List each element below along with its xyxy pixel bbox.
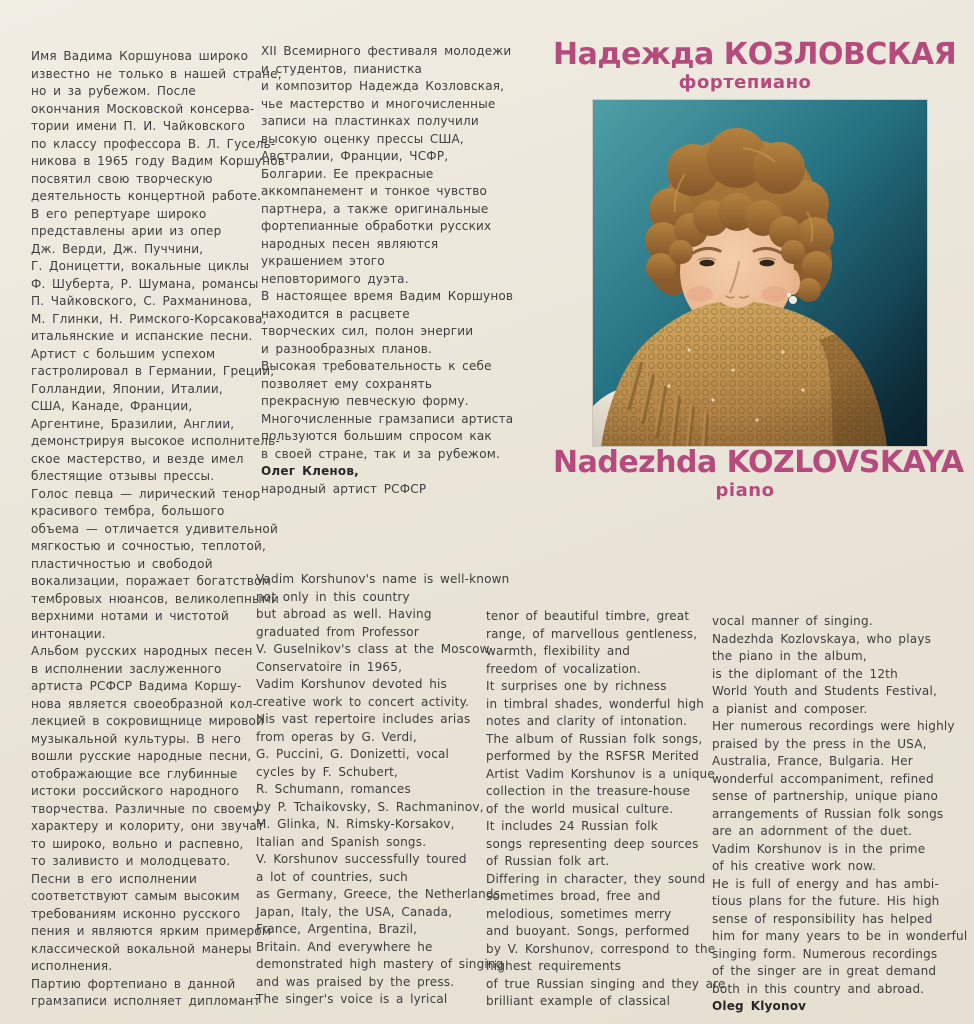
text-line: творчества. Различные по своему: [31, 801, 260, 816]
text-line: США, Канаде, Франции,: [31, 399, 193, 413]
text-line: верхними нотами и чистотой: [31, 609, 229, 623]
text-line: him for many years to be in wonderful: [712, 929, 968, 943]
text-line: Vadim Korshunov's name is well-known: [256, 572, 510, 586]
text-line: тории имени П. И. Чайковского: [31, 119, 245, 133]
text-line: демонстрируя высокое исполнитель-: [31, 434, 280, 448]
text-line: итальянские и испанские песни.: [31, 329, 253, 343]
text-line: of true Russian singing and they are: [486, 976, 726, 991]
text-line: as Germany, Greece, the Netherlands,: [256, 887, 505, 901]
text-line: Italian and Spanish songs.: [256, 834, 427, 849]
text-line: Партию фортепиано в данной: [31, 976, 236, 991]
text-line: but abroad as well. Having: [256, 607, 432, 621]
text-line: артиста РСФСР Вадима Коршу-: [31, 679, 242, 693]
text-line: никова в 1965 году Вадим Коршунов: [31, 154, 286, 168]
text-line: Олег Кленов,: [261, 464, 359, 478]
text-line: Ф. Шуберта, Р. Шумана, романсы: [31, 276, 259, 291]
text-line: It surprises one by richness: [486, 679, 667, 693]
text-line: музыкальной культуры. В него: [31, 731, 242, 746]
text-line: Vadim Korshunov devoted his: [256, 677, 448, 691]
text-line: creative work to concert activity.: [256, 694, 470, 709]
header-english: [553, 445, 964, 501]
text-line: аккомпанемент и тонкое чувство: [261, 184, 488, 198]
text-line: прекрасную певческую форму.: [261, 394, 469, 408]
text-line: вошли русские народные песни,: [31, 749, 252, 763]
text-line: посвятил свою творческую: [31, 171, 213, 186]
text-line: записи на пластинках получили: [261, 114, 479, 128]
text-line: пользуются большим спросом как: [261, 429, 492, 443]
text-line: wonderful accompaniment, refined: [712, 771, 934, 786]
text-line: of Russian folk art.: [486, 854, 610, 868]
text-line: тембровых нюансов, великолепными: [31, 591, 280, 606]
text-line: то широко, вольно и распевно,: [31, 836, 244, 851]
text-line: Дж. Верди, Дж. Пуччини,: [31, 241, 204, 256]
text-line: грамзаписи исполняет дипломант: [31, 994, 261, 1008]
text-line: классической вокальной манеры: [31, 941, 252, 956]
text-line: то заливисто и молодцевато.: [31, 854, 231, 868]
text-line: are an adornment of the duet.: [712, 824, 913, 838]
text-line: sense of responsibility has helped: [712, 911, 933, 926]
text-line: пластичностью и свободой: [31, 556, 213, 571]
text-line: Голос певца — лирический тенор: [31, 486, 261, 501]
text-line: It includes 24 Russian folk: [486, 819, 658, 833]
text-line: Differing in character, they sound: [486, 871, 706, 886]
text-line: Britain. And everywhere he: [256, 939, 433, 954]
text-line: collection in the treasure-house: [486, 784, 691, 798]
text-line: Her numerous recordings were highly: [712, 719, 955, 733]
text-line: brilliant example of classical: [486, 994, 671, 1008]
text-line: нова является своеобразной кол-: [31, 696, 258, 711]
text-line: singing form. Numerous recordings: [712, 946, 938, 961]
text-line: характеру и колориту, они звучат: [31, 819, 265, 833]
text-line: XII Всемирного фестиваля молодежи: [261, 44, 512, 58]
text-line: В настоящее время Вадим Коршунов: [261, 289, 514, 303]
text-line: представлены арии из опер: [31, 224, 222, 238]
text-line: Альбом русских народных песен: [31, 644, 253, 658]
text-line: Аргентине, Бразилии, Англии,: [31, 416, 235, 431]
text-line: Vadim Korshunov is in the prime: [712, 841, 926, 856]
text-line: demonstrated high mastery of singing: [256, 957, 504, 971]
text-line: лекцией в сокровищнице мировой: [31, 714, 265, 728]
text-line: sometimes broad, free and: [486, 889, 661, 903]
text-line: from operas by G. Verdi,: [256, 729, 417, 744]
text-line: и композитор Надежда Козловская,: [261, 79, 505, 93]
text-line: истоки российского народного: [31, 784, 239, 798]
header-russian: [553, 37, 957, 93]
text-line: praised by the press in the USA,: [712, 736, 927, 751]
text-line: V. Korshunov successfully toured: [256, 852, 467, 866]
text-line: Artist Vadim Korshunov is a unique: [486, 766, 715, 781]
text-line: и разнообразных планов.: [261, 341, 433, 356]
russian-bio-column-1: [31, 48, 286, 1011]
text-line: notes and clarity of intonation.: [486, 714, 688, 728]
text-line: творческих сил, полон энергии: [261, 324, 474, 338]
text-line: tious plans for the future. His high: [712, 894, 940, 908]
text-line: in timbral shades, wonderful high: [486, 696, 705, 711]
text-line: требованиям исконно русского: [31, 906, 241, 921]
text-line: ское мастерство, и везде имел: [31, 451, 244, 466]
text-line: и студентов, пианистка: [261, 61, 423, 76]
text-line: М. Глинки, Н. Римского-Корсакова,: [31, 311, 267, 326]
text-line: пения и являются ярким примером: [31, 924, 272, 938]
text-line: vocal manner of singing.: [712, 614, 873, 628]
text-line: Nadezhda Kozlovskaya, who plays: [712, 631, 932, 646]
artist-portrait-illustration: [593, 100, 927, 446]
artist-photo: [593, 100, 927, 446]
text-line: both in this country and abroad.: [712, 981, 925, 996]
text-line: tenor of beautiful timbre, great: [486, 609, 690, 623]
text-line: Австралии, Франции, ЧСФР,: [261, 149, 449, 163]
text-line: and was praised by the press.: [256, 974, 455, 989]
text-line: украшением этого: [261, 254, 385, 268]
text-line: songs representing deep sources: [486, 836, 699, 851]
text-line: мягкостью и сочностью, теплотой,: [31, 539, 267, 553]
text-line: высокую оценку прессы США,: [261, 131, 464, 146]
text-line: блестящие отзывы прессы.: [31, 469, 215, 483]
text-line: graduated from Professor: [256, 624, 419, 639]
text-line: Japan, Italy, the USA, Canada,: [256, 904, 453, 919]
text-line: The singer's voice is a lyrical: [256, 992, 448, 1006]
text-line: гастролировал в Германии, Греции,: [31, 364, 275, 378]
text-line: He is full of energy and has ambi-: [712, 876, 939, 891]
text-line: V. Guselnikov's class at the Moscow: [256, 642, 490, 656]
text-line: фортепианные обработки русских: [261, 219, 492, 233]
artist-name-russian: Надежда КОЗЛОВСКАЯ: [553, 37, 957, 72]
text-line: France, Argentina, Brazil,: [256, 922, 418, 936]
text-line: чье мастерство и многочисленные: [261, 96, 496, 111]
text-line: highest requirements: [486, 959, 622, 973]
text-line: Oleg Klyonov: [712, 999, 807, 1013]
text-line: Conservatoire in 1965,: [256, 659, 403, 674]
text-line: известно не только в нашей стране,: [31, 66, 282, 81]
text-line: G. Puccini, G. Donizetti, vocal: [256, 747, 450, 761]
text-line: of the singer are in great demand: [712, 964, 937, 978]
text-line: R. Schumann, romances: [256, 782, 411, 796]
text-line: Многочисленные грамзаписи артиста: [261, 411, 514, 426]
english-bio-column-2: [486, 608, 726, 1011]
text-line: of the world musical culture.: [486, 801, 674, 816]
text-line: a pianist and composer.: [712, 701, 868, 716]
text-line: окончания Московской консерва-: [31, 101, 255, 116]
text-line: объема — отличается удивительной: [31, 521, 278, 536]
text-line: not only in this country: [256, 589, 410, 604]
text-line: находится в расцвете: [261, 306, 410, 321]
text-line: вокализации, поражает богатством: [31, 574, 271, 588]
text-line: Артист с большим успехом: [31, 346, 216, 361]
text-line: народный артист РСФСР: [261, 481, 427, 496]
text-line: В его репертуаре широко: [31, 206, 207, 221]
text-line: range, of marvellous gentleness,: [486, 626, 698, 641]
text-line: деятельность концертной работе.: [31, 189, 262, 203]
text-line: The album of Russian folk songs,: [486, 731, 703, 746]
text-line: sense of partnership, unique piano: [712, 789, 939, 803]
english-bio-column-3: [712, 613, 968, 1016]
text-line: в своей стране, так и за рубежом.: [261, 446, 501, 461]
text-line: by P. Tchaikovsky, S. Rachmaninov,: [256, 799, 484, 814]
text-line: П. Чайковского, С. Рахманинова,: [31, 294, 253, 308]
text-line: a lot of countries, such: [256, 869, 408, 884]
text-line: позволяет ему сохранять: [261, 376, 433, 391]
text-line: в исполнении заслуженного: [31, 661, 222, 676]
text-line: is the diplomant of the 12th: [712, 666, 898, 681]
text-line: Имя Вадима Коршунова широко: [31, 49, 249, 63]
artist-name-english: Nadezhda KOZLOVSKAYA: [553, 445, 964, 480]
russian-bio-column-2: [261, 43, 514, 498]
instrument-russian: фортепиано: [678, 72, 812, 93]
text-line: по классу профессора В. Л. Гусель-: [31, 136, 276, 151]
text-line: народных песен являются: [261, 236, 439, 251]
text-line: исполнения.: [31, 959, 113, 973]
text-line: warmth, flexibility and: [486, 644, 631, 658]
text-line: интонации.: [31, 626, 106, 641]
text-line: arrangements of Russian folk songs: [712, 806, 944, 821]
text-line: отображающие все глубинные: [31, 766, 238, 781]
text-line: by V. Korshunov, correspond to the: [486, 941, 716, 956]
text-line: соответствуют самым высоким: [31, 889, 240, 903]
text-line: Голландии, Японии, Италии,: [31, 381, 223, 396]
instrument-english: piano: [715, 480, 775, 501]
text-line: Песни в его исполнении: [31, 871, 198, 886]
text-line: of his creative work now.: [712, 859, 877, 873]
text-line: но и за рубежом. После: [31, 84, 196, 98]
text-line: Г. Доницетти, вокальные циклы: [31, 259, 250, 273]
text-line: cycles by F. Schubert,: [256, 764, 398, 779]
text-line: World Youth and Students Festival,: [712, 684, 938, 698]
text-line: Высокая требовательность к себе: [261, 359, 492, 373]
text-line: неповторимого дуэта.: [261, 271, 409, 286]
text-line: партнера, а также оригинальные: [261, 201, 489, 216]
text-line: and buoyant. Songs, performed: [486, 924, 690, 938]
text-line: the piano in the album,: [712, 649, 867, 663]
text-line: His vast repertoire includes arias: [256, 712, 471, 726]
english-bio-column-1: [256, 571, 510, 1009]
text-line: melodious, sometimes merry: [486, 906, 672, 921]
text-line: performed by the RSFSR Merited: [486, 749, 699, 763]
text-line: Болгарии. Ее прекрасные: [261, 166, 434, 181]
text-line: Australia, France, Bulgaria. Her: [712, 754, 913, 768]
text-line: красивого тембра, большого: [31, 504, 225, 518]
text-line: M. Glinka, N. Rimsky-Korsakov,: [256, 817, 455, 831]
text-line: freedom of vocalization.: [486, 661, 641, 676]
